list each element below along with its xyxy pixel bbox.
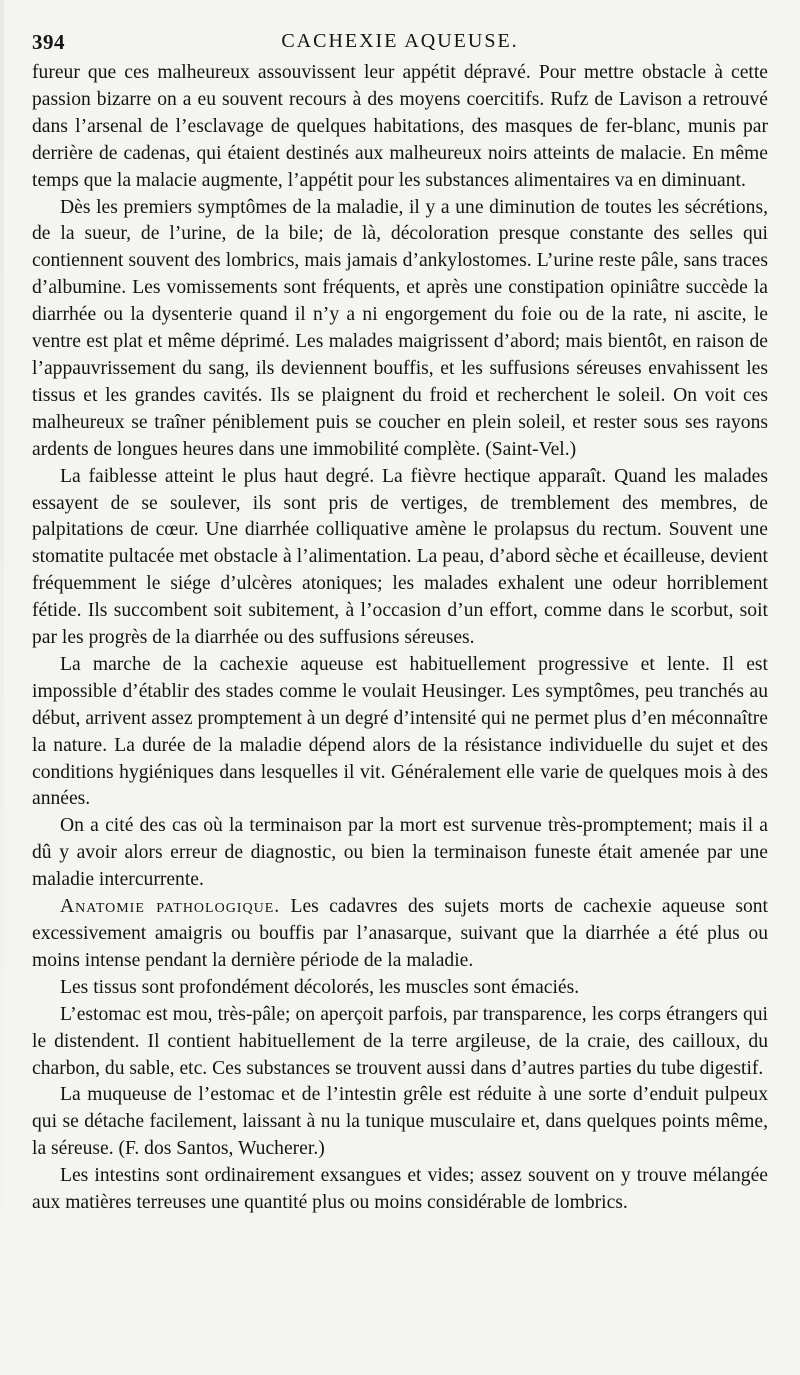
book-page (32, 24, 768, 1217)
paragraph-text: La marche de la cachexie aqueuse est habituellement progressive et lente. Il est impossible d’établir des stades comme le voulait Heusinger. Les symptômes, peu tranchés au début, arrivent assez promptement à un degré d’intensité qui ne permet plus d’en méconnaître la nature. La durée de la maladie dépend alors de la résistance individuelle du sujet et des conditions hygiéniques dans lesquelles il vit. Généralement elle varie de quelques mois à des années. (32, 653, 768, 810)
paragraph (32, 1163, 768, 1217)
body-text (32, 60, 768, 1217)
paragraph-text: L’estomac est mou, très-pâle; on aperçoit parfois, par transparence, les corps étrangers qui le distendent. Il contient habituellement de la terre argileuse, de la craie, des cailloux, du charbon, du sable, etc. Ces substances se trouvent aussi dans d’autres parties du tube digestif. (32, 1003, 768, 1079)
paragraph-text: fureur que ces malheureux assouvissent leur appétit dépravé. Pour mettre obstacle à cette passion bizarre on a eu souvent recours à des moyens coercitifs. Rufz de Lavison a retrouvé dans l’arsenal de l’esclavage de quelques habitations, des masques de fer-blanc, munis par derrière de cadenas, qui étaient destinés aux malheureux noirs atteints de malacie. En même temps que la malacie augmente, l’appétit pour les substances alimentaires va en diminuant. (32, 62, 768, 191)
paragraph (32, 813, 768, 894)
page-number: 394 (32, 30, 65, 54)
paragraph-text: Les cadavres des sujets morts de cachexie aqueuse sont excessivement amaigris ou bouffis par l’anasarque, suivant que la diarrhée a été plus ou moins intense pendant la dernière période de la maladie. (32, 896, 769, 971)
paragraph (32, 1002, 768, 1083)
paragraph (32, 894, 768, 975)
paragraph-text: Les tissus sont profondément décolorés, les muscles sont émaciés. (60, 976, 580, 998)
paragraph (32, 652, 768, 813)
paragraph-text: On a cité des cas où la terminaison par la mort est survenue très-promptement; mais il a dû y avoir alors erreur de diagnostic, ou bien la terminaison funeste était amenée par une maladie intercurrente. (32, 815, 768, 891)
page-edge-shadow (0, 0, 4, 1375)
paragraph (32, 975, 768, 1002)
running-head (32, 24, 768, 60)
paragraph (32, 60, 768, 195)
paragraph-text: La faiblesse atteint le plus haut degré. La fièvre hectique apparaît. Quand les malades essayent de se soulever, ils sont pris de vertiges, de tremblement des membres, de palpitations de cœur. Une diarrhée colliquative amène le prolapsus du rectum. Souvent une stomatite pultacée met obstacle à l’alimentation. La peau, d’abord sèche et écailleuse, devient fréquemment le siége d’ulcères atoniques; les malades exhalent une odeur horriblement fétide. Ils succombent soit subitement, à l’occasion d’un effort, comme dans le scorbut, soit par les progrès de la diarrhée ou des suffusions séreuses. (32, 465, 768, 649)
section-heading: Anatomie pathologique. (60, 896, 281, 918)
paragraph (32, 1082, 768, 1163)
running-title: CACHEXIE AQUEUSE. (281, 30, 519, 52)
paragraph (32, 195, 768, 464)
paragraph-text: Les intestins sont ordinairement exsangues et vides; assez souvent on y trouve mélangée aux matières terreuses une quantité plus ou moins considérable de lombrics. (32, 1165, 768, 1214)
paragraph-text: La muqueuse de l’estomac et de l’intestin grêle est réduite à une sorte d’enduit pulpeux qui se détache facilement, laissant à nu la tunique musculaire et, dans quelques points même, la séreuse. (F. dos Santos, Wucherer.) (32, 1084, 768, 1160)
paragraph (32, 464, 768, 652)
paragraph-text: Dès les premiers symptômes de la maladie, il y a une diminution de toutes les sécrétions, de la sueur, de l’urine, de la bile; de là, décoloration presque constante des selles qui contiennent souvent des lombrics, mais jamais d’ankylostomes. L’urine reste pâle, sans traces d’albumine. Les vomissements sont fréquents, et après une constipation opiniâtre succède la diarrhée ou la dysenterie quand il n’y a ni engorgement du foie ou de la rate, ni ascite, le ventre est plat et même déprimé. Les malades maigrissent d’abord; mais bientôt, en raison de l’appauvrissement du sang, ils deviennent bouffis, et les suffusions séreuses envahissent les tissus et les grandes cavités. Ils se plaignent du froid et recherchent le soleil. On voit ces malheureux se traîner péniblement puis se coucher en plein soleil, et rester sous ses rayons ardents de longues heures dans une immobilité complète. (Saint-Vel.) (32, 196, 768, 460)
